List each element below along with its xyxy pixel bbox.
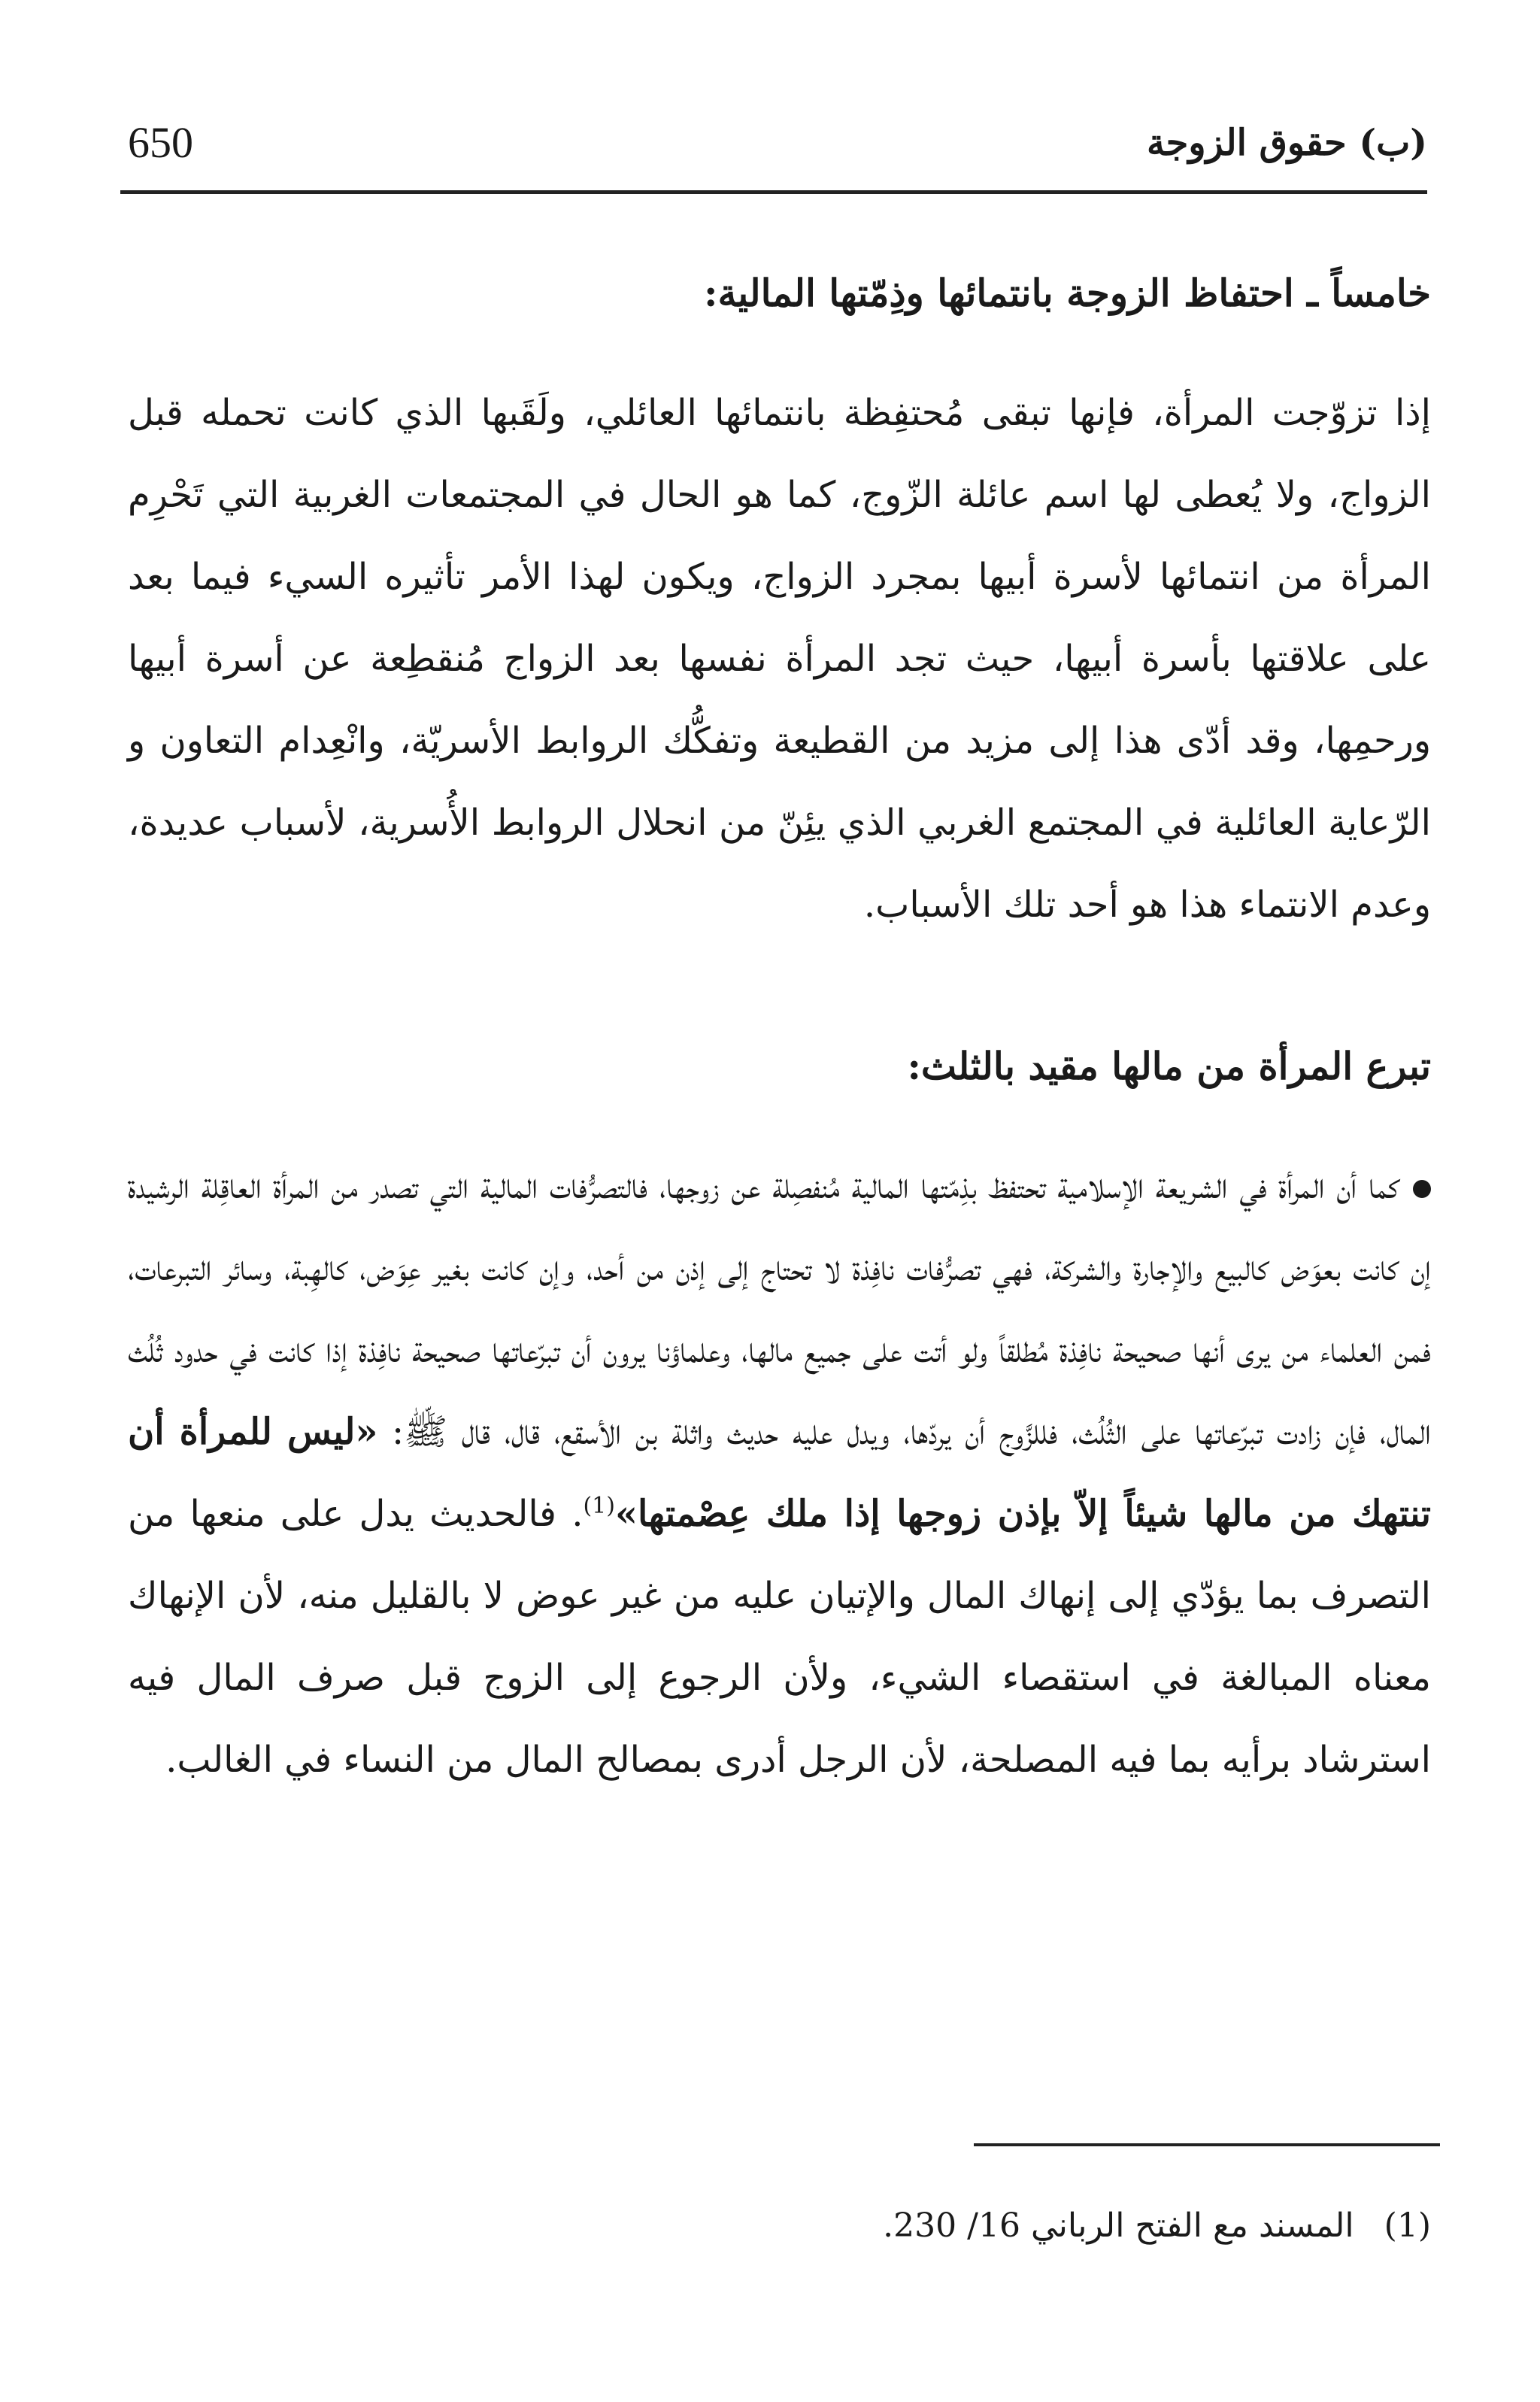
page-number: 650 [128, 118, 193, 167]
paragraph-donation [128, 1145, 1431, 1801]
footnote-reference[interactable]: (1) [583, 1493, 615, 1519]
footnote [883, 2200, 1431, 2252]
footnote-text: المسند مع الفتح الرباني 16/ 230. [883, 2206, 1354, 2245]
running-title: (ب) حقوق الزوجة [1146, 122, 1427, 164]
footnote-marker: (1) [1384, 2206, 1431, 2245]
paragraph-retention: إذا تزوّجت المرأة، فإنها تبقى مُحتفِظة بانتمائها العائلي، ولَقَبها الذي كانت تحمله قبل الزواج، ولا يُعطى لها اسم عائلة الزّوج، كما هو الحال في المجتمعات الغربية التي تَحْرِم المرأة من انتمائها لأسرة أبيها بمجرد الزواج، ويكون لهذا الأمر تأثيره السيء فيما بعد على علاقتها بأسرة أبيها، حيث تجد المرأة نفسها بعد الزواج مُنقطِعة عن أسرة أبيها ورحمِها، وقد أدّى هذا إلى مزيد من القطيعة وتفكُّك الروابط الأسريّة، وانْعِدام التعاون و الرّعاية العائلية في المجتمع الغربي الذي يئِنّ من انحلال الروابط الأُسرية، لأسباب عديدة، وعدم الانتماء هذا هو أحد تلك الأسباب. [128, 392, 1432, 926]
main-content [128, 259, 1431, 1801]
section-heading-donation: تبرع المرأة من مالها مقيد بالثلث: [907, 1044, 1431, 1088]
paragraph-donation-part2: . فالحديث يدل على منعها من التصرف بما يؤدّي إلى إنهاك المال والإتيان عليه من غير عوض لا بالقليل منه، لأن الإنهاك معناه المبالغة في استقصاء الشيء، ولأن الرجوع إلى الزوج قبل صرف المال فيه استرشاد برأيه بما فيه المصلحة، لأن الرجل أدرى بمصالح المال من النساء في الغالب. [128, 1493, 1431, 1781]
paragraph-donation-part1: كما أن المرأة في الشريعة الإسلامية تحتفظ بذِمّتها المالية مُنفصِلة عن زوجها، فالتصرُّفات المالية التي تصدر من المرأة العاقِلة الرشيدة إن كانت بعوَض كالبيع والإجارة والشركة، فهي تصرُّفات نافِذة لا تحتاج إلى إذن من أحد، وإن كانت بغير عِوَض، كالهِبة، وسائر التبرعات، فمن العلماء من يرى أنها صحيحة نافِذة مُطلقاً ولو أتت على جميع مالها، وعلماؤنا يرون أن تبرّعاتها صحيحة نافِذة إذا كانت في حدود ثُلُث المال، فإن زادت تبرّعاتها على الثُلُث، فللزَّوج أن يردّها، ويدل عليه حديث واثلة بن الأسقع، قال، قال ﷺ: [128, 1165, 1432, 1453]
hadith-quote: «ليس للمرأة أن تنتهك من مالها شيئاً إلاّ بإذن زوجها إذا ملك عِصْمتها» [128, 1411, 1432, 1535]
running-header [128, 113, 1427, 173]
section-heading-retention: خامساً ـ احتفاظ الزوجة بانتمائها وذِمّتها المالية: [704, 271, 1431, 315]
bullet-icon [1413, 1180, 1431, 1198]
header-rule [120, 190, 1427, 194]
footnote-rule [974, 2143, 1440, 2146]
